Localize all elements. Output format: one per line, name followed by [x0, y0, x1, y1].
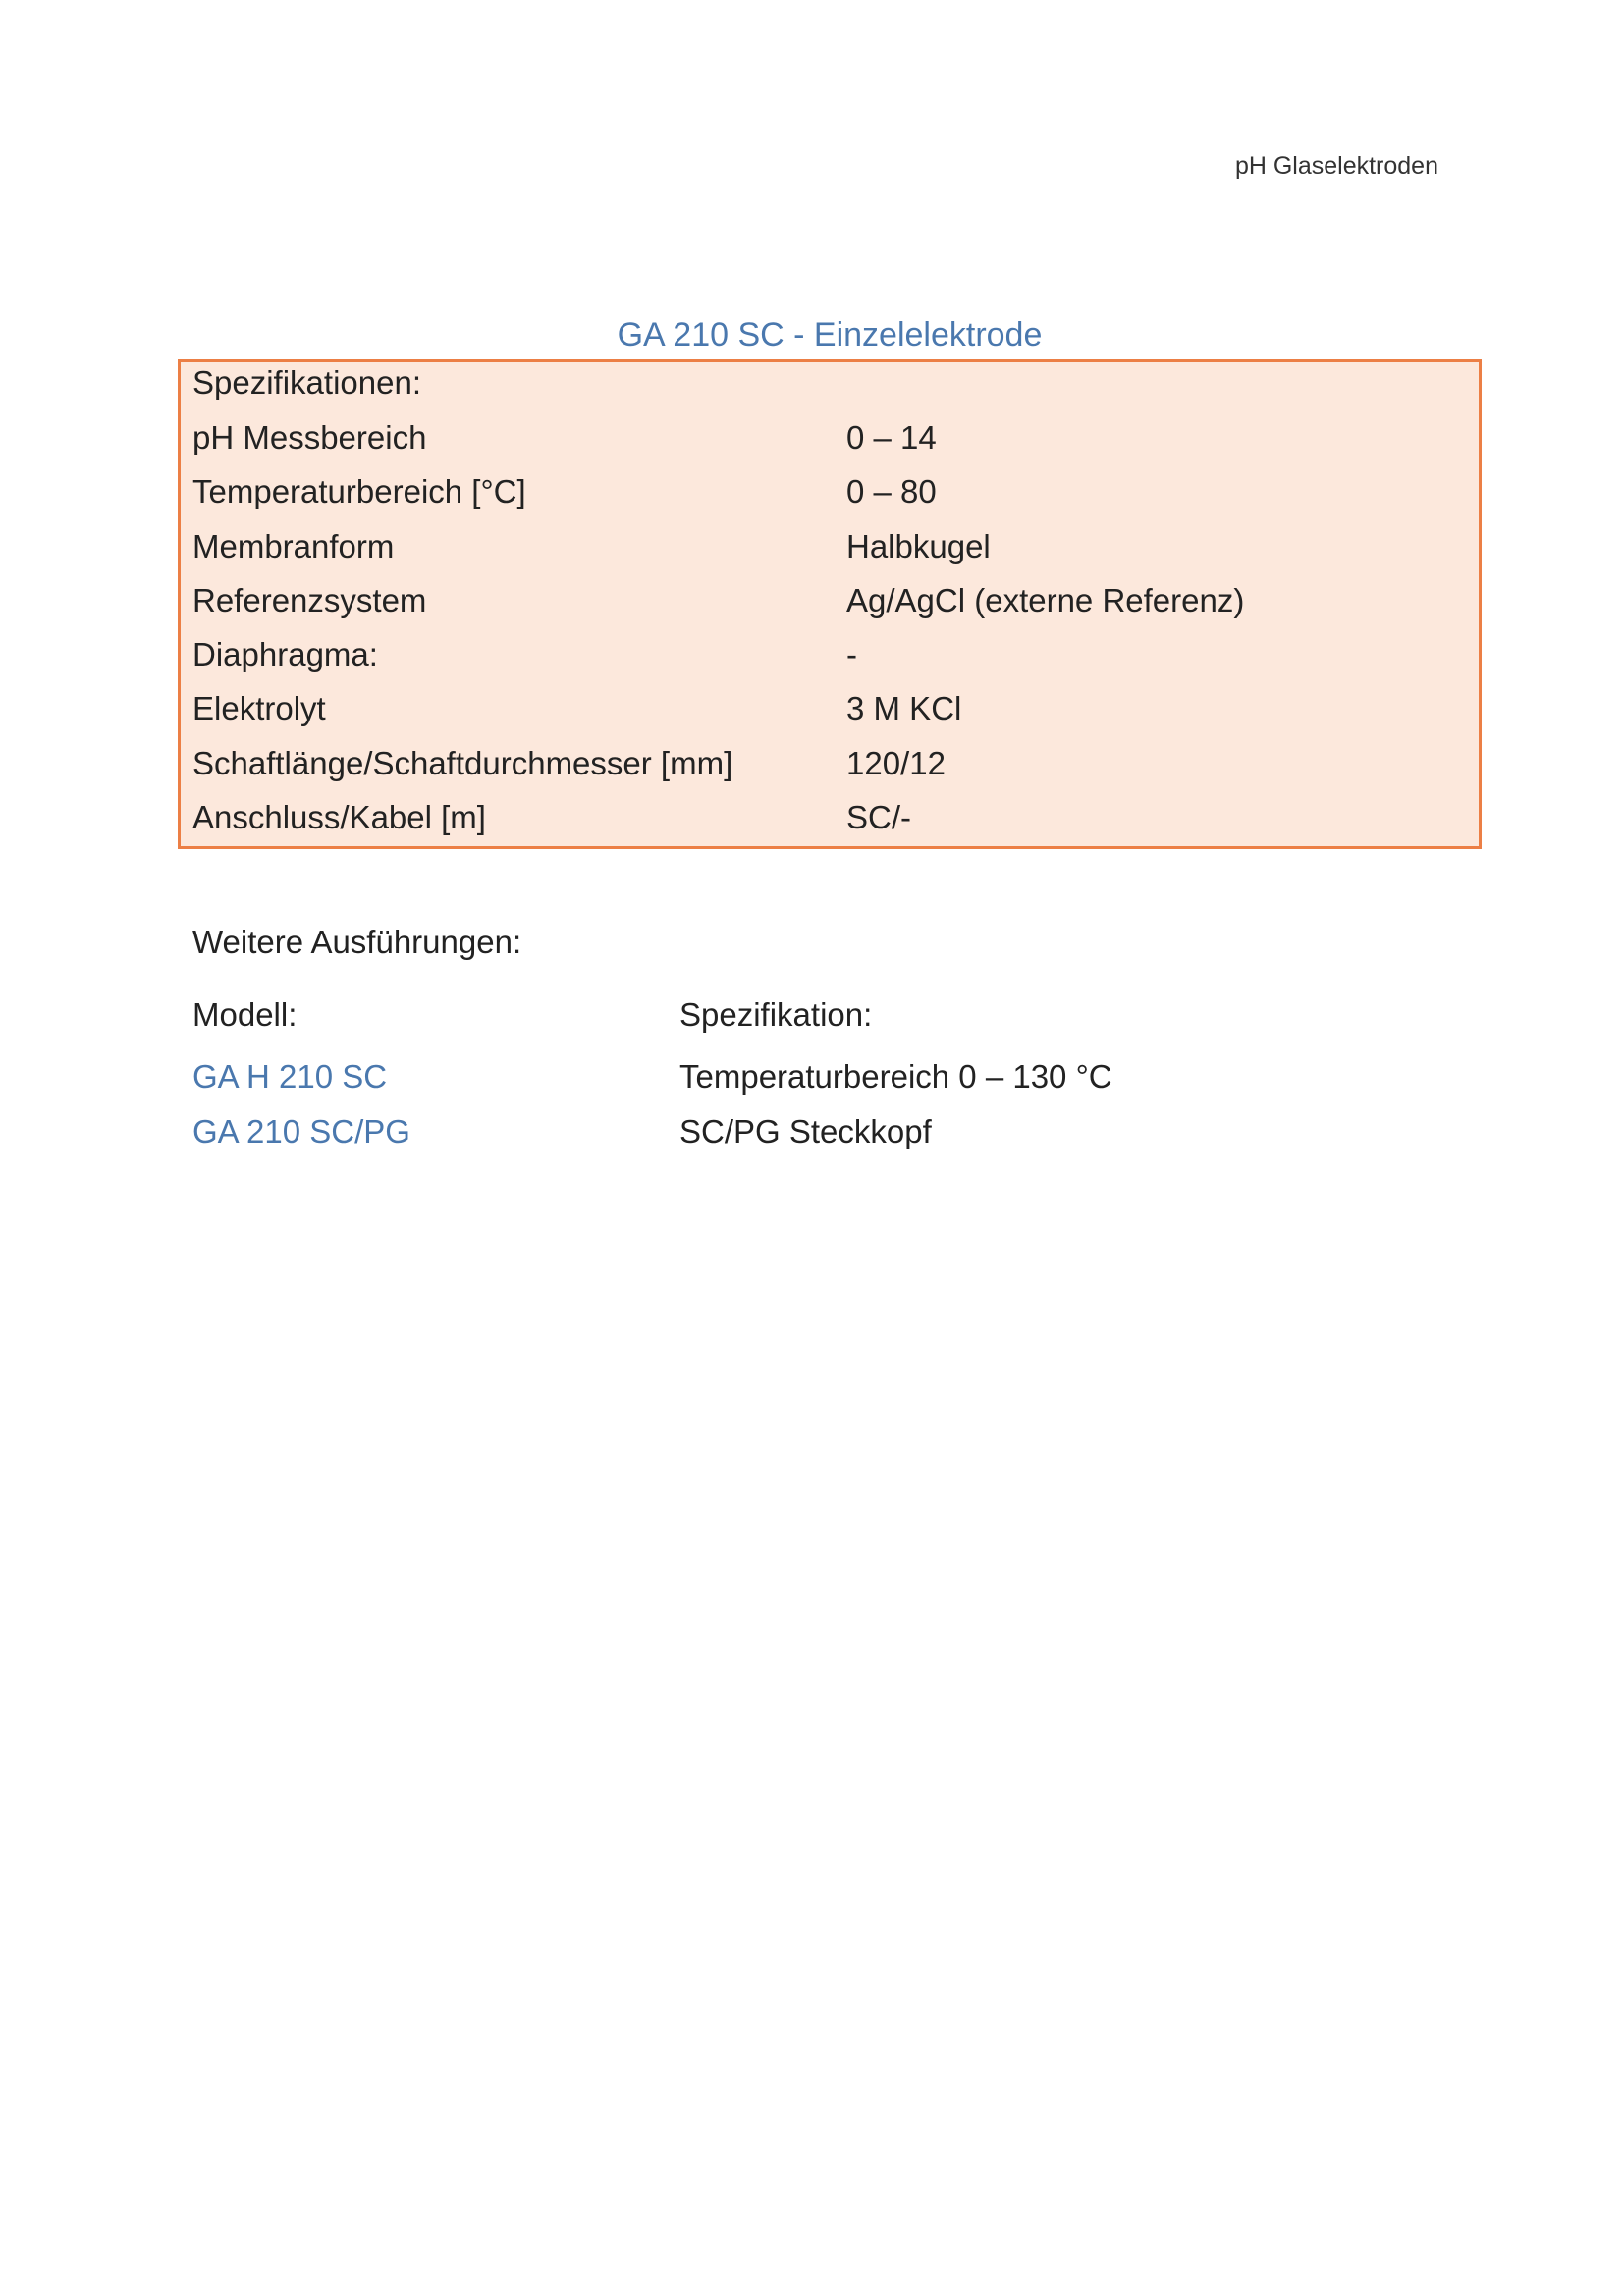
spec-label: Anschluss/Kabel [m] — [192, 799, 486, 836]
spec-label: Referenzsystem — [192, 581, 427, 618]
specifications-heading: Spezifikationen: — [192, 364, 421, 400]
variant-row — [192, 1112, 1371, 1167]
spec-row — [192, 472, 1469, 526]
running-header: pH Glaselektroden — [1234, 152, 1438, 180]
spec-row — [192, 689, 1469, 743]
spec-value: 3 M KCl — [846, 690, 962, 727]
spec-row — [192, 744, 1469, 798]
spec-label: pH Messbereich — [192, 419, 427, 455]
spec-row — [192, 418, 1469, 472]
variant-specification: SC/PG Steckkopf — [679, 1112, 932, 1149]
spec-label: Elektrolyt — [192, 690, 326, 727]
spec-value: SC/- — [846, 799, 911, 836]
spec-row — [192, 527, 1469, 581]
spec-value: 0 – 80 — [846, 473, 937, 510]
spec-row — [192, 581, 1469, 635]
spec-value: Halbkugel — [846, 527, 991, 564]
variant-model-name: GA 210 SC/PG — [192, 1112, 410, 1149]
variant-row — [192, 1057, 1371, 1112]
spec-row — [192, 635, 1469, 689]
column-header-model: Modell: — [192, 996, 298, 1033]
variant-model-name: GA H 210 SC — [192, 1058, 388, 1095]
spec-value: Ag/AgCl (externe Referenz) — [846, 581, 1245, 618]
spec-row — [192, 798, 1469, 852]
variant-specification: Temperaturbereich 0 – 130 °C — [679, 1058, 1112, 1095]
variants-table — [192, 1057, 1371, 1166]
column-header-specification: Spezifikation: — [679, 996, 873, 1033]
specifications-table — [192, 418, 1469, 852]
spec-value: 0 – 14 — [846, 419, 937, 455]
spec-value: - — [846, 636, 857, 673]
spec-label: Diaphragma: — [192, 636, 378, 673]
spec-label: Schaftlänge/Schaftdurchmesser [mm] — [192, 744, 733, 781]
variants-table-header — [192, 995, 1371, 1035]
variants-heading: Weitere Ausführungen: — [192, 924, 522, 960]
document-title: GA 210 SC - Einzelelektrode — [617, 316, 1043, 353]
spec-label: Membranform — [192, 527, 395, 564]
spec-label: Temperaturbereich [°C] — [192, 473, 526, 510]
spec-value: 120/12 — [846, 744, 946, 781]
